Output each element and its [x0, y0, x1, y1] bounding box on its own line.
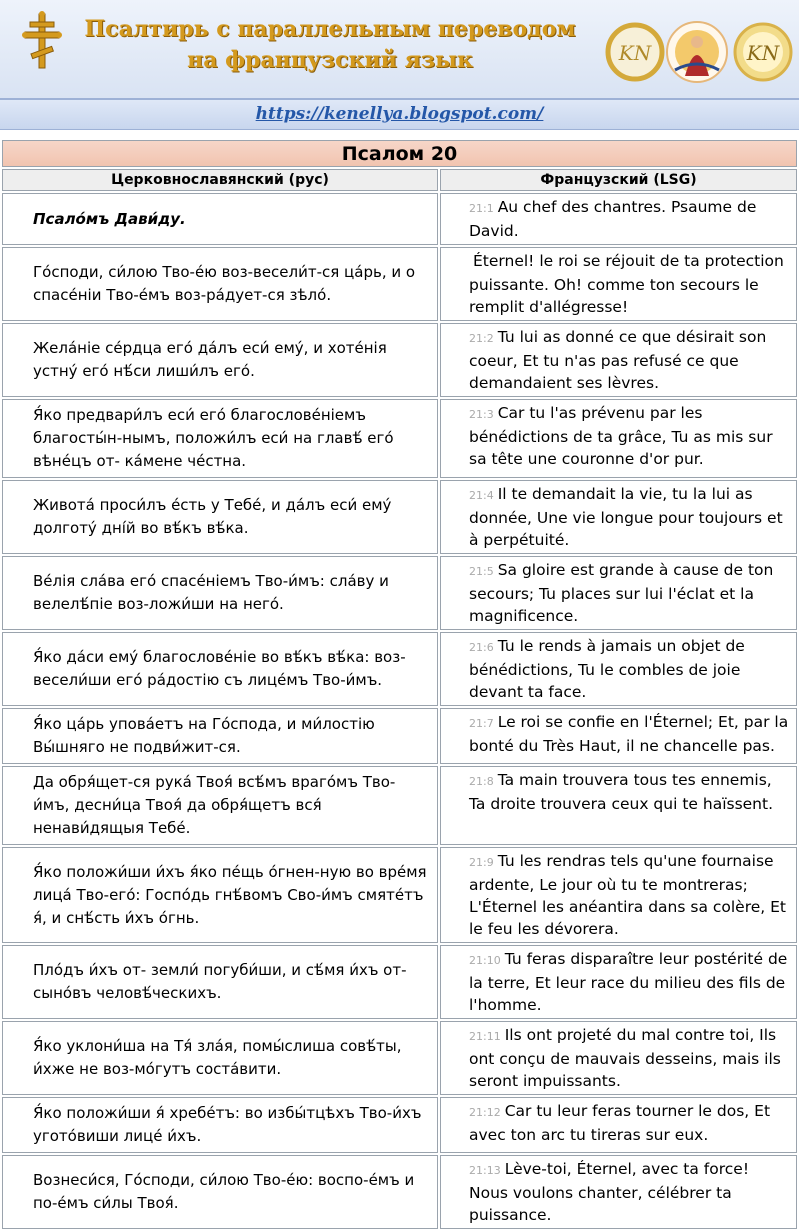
french-verse-cell [440, 945, 797, 1019]
kn-logo-left [608, 25, 662, 79]
slavonic-verse: Вознеси́ся, Го́споди, си́лою Тво-е́ю: воспо-е́мъ и по-е́мъ си́лы Твоя́. [2, 1155, 438, 1229]
french-verse-cell [440, 708, 797, 764]
slavonic-verse: Ве́лiя сла́ва его́ спасе́нiемъ Тво-и́мъ: сла́ву и велелѣ́пiе воз-ложи́ши на него́. [2, 556, 438, 630]
logo-group [605, 12, 795, 96]
verse-number: 21:8 [469, 775, 494, 788]
verse-number: 21:3 [469, 408, 494, 421]
verse-number: 21:2 [469, 332, 494, 345]
verse-row [2, 708, 797, 764]
slavonic-verse: Я́ко да́си ему́ благослове́нiе во вѣ́къ вѣ́ка: воз-весели́ши его́ ра́достiю съ лице́мъ Тво-и́мъ. [2, 632, 438, 706]
verse-number: 21:9 [469, 856, 494, 869]
slavonic-verse: Я́ко предвари́лъ еси́ его́ благослове́нiемъ благосты́н-нымъ, положи́лъ еси́ на главѣ́ его́ вѣне́цъ от- ка́мене че́стна. [2, 399, 438, 478]
french-verse: Tu feras disparaître leur postérité de la terre, Et leur race du milieu des fils de l'homme. [469, 950, 788, 1014]
url-bar [0, 100, 799, 130]
french-verse-cell [440, 766, 797, 845]
blog-link[interactable]: https://kenellya.blogspot.com/ [255, 104, 544, 124]
french-verse-cell [440, 1155, 797, 1229]
french-verse-cell [440, 847, 797, 943]
verse-row [2, 1021, 797, 1095]
column-header-slavonic: Церковнославянский (рус) [2, 169, 438, 191]
verse-row [2, 847, 797, 943]
verse-row [2, 945, 797, 1019]
verse-row [2, 323, 797, 397]
french-verse-cell [440, 323, 797, 397]
site-title [70, 14, 590, 76]
french-verse-cell [440, 556, 797, 630]
slavonic-verse: Я́ко ца́рь упова́етъ на Го́спода, и ми́лостiю Вы́шняго не подви́жит-ся. [2, 708, 438, 764]
french-verse-cell [440, 399, 797, 478]
verse-row [2, 632, 797, 706]
slavonic-verse: Да обря́щет-ся рука́ Твоя́ всѣ́мъ врагóмъ Тво-и́мъ, десни́ца Твоя́ да обря́щетъ вся́ ненави́дящыя Тебе́. [2, 766, 438, 845]
french-verse: Tu le rends à jamais un objet de bénédictions, Tu le combles de joie devant ta face. [469, 637, 745, 701]
verse-row [2, 556, 797, 630]
psalm-title: Псалом 20 [2, 140, 797, 167]
verse-row [2, 766, 797, 845]
psalm-table [0, 138, 799, 1231]
verse-number: 21:13 [469, 1164, 501, 1177]
verse-number: 21:6 [469, 641, 494, 654]
site-header [0, 0, 799, 100]
french-verse-cell [440, 247, 797, 321]
slavonic-verse: Живота́ проси́лъ е́сть у Тебе́, и да́лъ еси́ ему́ долготу́ дні́й во вѣ́къ вѣ́ка. [2, 480, 438, 554]
slavonic-verse: Я́ко положи́ши я́ хребе́тъ: во избы́тцѣхъ Тво-и́хъ уготóвиши лице́ и́хъ. [2, 1097, 438, 1153]
verse-row [2, 399, 797, 478]
french-verse: Le roi se confie en l'Éternel; Et, par la bonté du Très Haut, il ne chancelle pas. [469, 713, 789, 755]
verse-row [2, 480, 797, 554]
verse-number: 21:7 [469, 717, 494, 730]
verse-row [2, 1097, 797, 1153]
french-verse: Car tu l'as prévenu par les bénédictions de ta grâce, Tu as mis sur sa tête une couronne d'or pur. [469, 404, 773, 468]
svg-text:KN: KN [618, 41, 652, 65]
slavonic-verse: Го́споди, си́лою Тво-е́ю воз-весели́т-ся ца́рь, и о спасе́нiи Тво-е́мъ воз-ра́дует-ся зѣло́. [2, 247, 438, 321]
french-verse-cell [440, 193, 797, 245]
french-verse-cell [440, 1097, 797, 1153]
site-title-line2: на французский язык [187, 47, 473, 73]
french-verse: Sa gloire est grande à cause de ton secours; Tu places sur lui l'éclat et la magnificence. [469, 561, 774, 625]
slavonic-verse: Я́ко уклони́ша на Тя́ зла́я, помы́слиша совѣ́ты, и́хже не воз-мо́гутъ соста́вити. [2, 1021, 438, 1095]
site-title-line1: Псалтирь с параллельным переводом [84, 16, 576, 42]
verse-number: 21:11 [469, 1030, 501, 1043]
french-verse-cell [440, 632, 797, 706]
verse-row [2, 1155, 797, 1229]
icon-medallion [667, 22, 727, 82]
svg-text:KN: KN [746, 41, 780, 65]
slavonic-verse: Жела́нiе се́рдца его́ да́лъ еси́ ему́, и хоте́нiя устну́ его́ нѣ́си лиши́лъ его́. [2, 323, 438, 397]
slavonic-verse: Псало́мъ Дави́ду. [2, 193, 438, 245]
french-verse: Il te demandait la vie, tu la lui as donnée, Une vie longue pour toujours et à perpétuité. [469, 485, 783, 549]
verse-number: 21:12 [469, 1106, 501, 1119]
verse-row [2, 247, 797, 321]
french-verse: Tu lui as donné ce que désirait son coeur, Et tu n'as pas refusé ce que demandaient ses lèvres. [469, 328, 767, 392]
french-verse: Ils ont projeté du mal contre toi, Ils ont conçu de mauvais desseins, mais ils seront impuissants. [469, 1026, 781, 1090]
french-verse: Car tu leur feras tourner le dos, Et avec ton arc tu tireras sur eux. [469, 1102, 771, 1144]
verse-number: 21:4 [469, 489, 494, 502]
verse-number: 21:10 [469, 954, 501, 967]
slavonic-verse: Пло́дъ и́хъ от- земли́ погуби́ши, и сѣ́мя и́хъ от- сыно́въ человѣ́ческихъ. [2, 945, 438, 1019]
french-verse: Au chef des chantres. Psaume de David. [469, 198, 757, 240]
french-verse: Lève-toi, Éternel, avec ta force! Nous voulons chanter, célébrer ta puissance. [469, 1160, 750, 1224]
column-header-french: Французский (LSG) [440, 169, 797, 191]
french-verse: Ta main trouvera tous tes ennemis, Ta droite trouvera ceux qui te haïssent. [469, 771, 774, 813]
verse-number: 21:1 [469, 202, 494, 215]
french-verse-cell [440, 1021, 797, 1095]
kn-logo-right [735, 24, 791, 80]
orthodox-cross-icon [22, 10, 62, 70]
slavonic-verse: Я́ко положи́ши и́хъ я́ко пе́щь о́гнен-ную во вре́мя лица́ Тво-его́: Госпо́дь гнѣ́вомъ Сво-и́мъ смяте́тъ я́, и снѣ́сть и́хъ о́гнь. [2, 847, 438, 943]
verse-number: 21:5 [469, 565, 494, 578]
french-verse-cell [440, 480, 797, 554]
french-verse: Éternel! le roi se réjouit de ta protection puissante. Oh! comme ton secours le remplit d'allégresse! [469, 252, 784, 316]
verse-row [2, 193, 797, 245]
french-verse: Tu les rendras tels qu'une fournaise ardente, Le jour où tu te montreras; L'Éternel les anéantira dans sa colère, Et le feu les dévorera. [469, 852, 787, 938]
